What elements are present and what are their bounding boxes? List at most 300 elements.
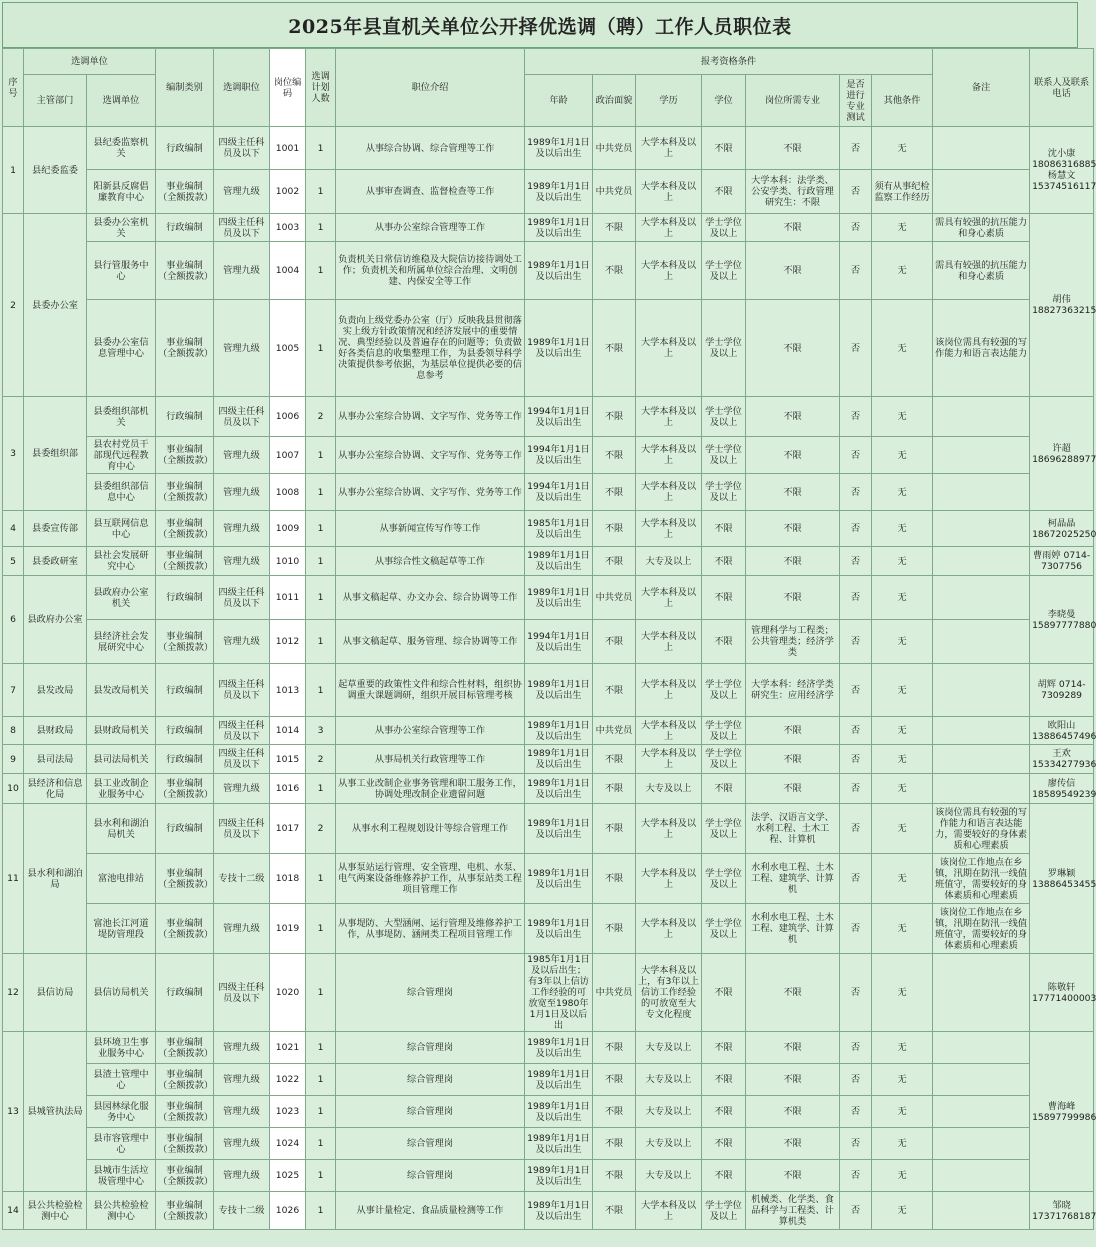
row-contact: 王欢 15334277936	[1030, 745, 1094, 774]
row-age: 1989年1月1日及以后出生	[525, 1096, 593, 1128]
row-plan: 1	[306, 547, 336, 576]
row-degree: 学士学位及以上	[702, 745, 746, 774]
row-intro: 负责机关日常信访维稳及大院信访接待调处工作；负责机关和所属单位综合治理、文明创建、内保安全等工作	[336, 242, 525, 300]
row-seq: 2	[3, 214, 24, 397]
row-politics: 不限	[593, 1032, 636, 1064]
row-unit: 县渣土管理中心	[87, 1064, 156, 1096]
row-contact: 曹雨婷 0714-7307756	[1030, 547, 1094, 576]
row-category: 行政编制	[156, 397, 214, 437]
table-row	[3, 1096, 1094, 1128]
row-remark: 需具有较强的抗压能力和身心素质	[933, 214, 1030, 242]
table-row	[3, 904, 1094, 954]
row-code: 1022	[270, 1064, 306, 1096]
row-plan: 1	[306, 1128, 336, 1160]
row-position: 管理九级	[214, 242, 270, 300]
row-unit: 县行管服务中心	[87, 242, 156, 300]
row-code: 1014	[270, 717, 306, 745]
row-remark: 该岗位需具有较强的写作能力和语言表达能力	[933, 300, 1030, 397]
row-test: 否	[840, 804, 872, 854]
row-plan: 1	[306, 1192, 336, 1230]
row-intro: 从事办公室综合管理等工作	[336, 214, 525, 242]
row-remark	[933, 1096, 1030, 1128]
row-test: 否	[840, 1032, 872, 1064]
table-row	[3, 127, 1094, 170]
row-seq: 9	[3, 745, 24, 774]
row-position: 管理九级	[214, 437, 270, 474]
row-unit: 富池长江河道堤防管理段	[87, 904, 156, 954]
row-intro: 从事办公室综合协调、文字写作、党务等工作	[336, 397, 525, 437]
row-age: 1989年1月1日及以后出生	[525, 242, 593, 300]
row-plan: 1	[306, 127, 336, 170]
row-seq: 12	[3, 954, 24, 1032]
row-age: 1989年1月1日及以后出生	[525, 1032, 593, 1064]
row-remark	[933, 774, 1030, 804]
row-education: 大学本科及以上	[636, 300, 702, 397]
row-major: 不限	[746, 474, 840, 511]
header-contact: 联系人及联系电话	[1030, 49, 1094, 127]
row-intro: 从事工业改制企业事务管理和职工服务工作，协调处理改制企业遗留问题	[336, 774, 525, 804]
position-table	[2, 48, 1094, 1230]
row-unit: 县发改局机关	[87, 664, 156, 717]
row-politics: 不限	[593, 620, 636, 664]
row-dept: 县委办公室	[24, 214, 87, 397]
row-age: 1989年1月1日及以后出生	[525, 854, 593, 904]
header-conditions-group: 报考资格条件	[525, 49, 933, 75]
row-degree: 不限	[702, 1064, 746, 1096]
row-other: 无	[872, 474, 933, 511]
row-seq: 13	[3, 1032, 24, 1192]
table-row	[3, 804, 1094, 854]
row-degree: 不限	[702, 620, 746, 664]
row-age: 1989年1月1日及以后出生	[525, 1160, 593, 1192]
row-intro: 从事办公室综合协调、文字写作、党务等工作	[336, 474, 525, 511]
row-intro: 从事文稿起草、办文办会、综合协调等工作	[336, 576, 525, 620]
row-remark	[933, 170, 1030, 214]
row-age: 1989年1月1日及以后出生	[525, 127, 593, 170]
header-major: 岗位所需专业	[746, 75, 840, 127]
row-unit: 县委组织部机关	[87, 397, 156, 437]
row-contact: 曹海峰 15897799986	[1030, 1032, 1094, 1192]
row-category: 事业编制（全额拨款）	[156, 1032, 214, 1064]
row-politics: 中共党员	[593, 170, 636, 214]
row-other: 无	[872, 717, 933, 745]
row-major: 水利水电工程、土木工程、建筑学、计算机	[746, 904, 840, 954]
row-education: 大学本科及以上	[636, 214, 702, 242]
table-row	[3, 854, 1094, 904]
row-other: 无	[872, 745, 933, 774]
row-politics: 中共党员	[593, 576, 636, 620]
row-degree: 不限	[702, 1032, 746, 1064]
row-other: 无	[872, 954, 933, 1032]
row-category: 事业编制（全额拨款）	[156, 170, 214, 214]
row-unit: 县信访局机关	[87, 954, 156, 1032]
row-unit: 县公共检验检测中心	[87, 1192, 156, 1230]
row-age: 1989年1月1日及以后出生	[525, 1064, 593, 1096]
row-major: 水利水电工程、土木工程、建筑学、计算机	[746, 854, 840, 904]
row-other: 无	[872, 214, 933, 242]
row-politics: 不限	[593, 1192, 636, 1230]
row-intro: 从事局机关行政管理等工作	[336, 745, 525, 774]
row-degree: 不限	[702, 954, 746, 1032]
row-position: 管理九级	[214, 547, 270, 576]
row-major: 管理科学与工程类；公共管理类；经济学类	[746, 620, 840, 664]
row-test: 否	[840, 620, 872, 664]
row-age: 1985年1月1日及以后出生	[525, 511, 593, 547]
row-politics: 不限	[593, 300, 636, 397]
row-seq: 14	[3, 1192, 24, 1230]
row-other: 无	[872, 576, 933, 620]
row-intro: 综合管理岗	[336, 954, 525, 1032]
row-category: 事业编制（全额拨款）	[156, 1192, 214, 1230]
row-unit: 县城市生活垃圾管理中心	[87, 1160, 156, 1192]
row-plan: 2	[306, 745, 336, 774]
row-politics: 不限	[593, 242, 636, 300]
row-dept: 县经济和信息化局	[24, 774, 87, 804]
row-plan: 1	[306, 1064, 336, 1096]
row-position: 管理九级	[214, 1128, 270, 1160]
row-major: 不限	[746, 717, 840, 745]
row-position: 四级主任科员及以下	[214, 397, 270, 437]
row-intro: 综合管理岗	[336, 1160, 525, 1192]
row-other: 无	[872, 1032, 933, 1064]
row-education: 大学本科及以上	[636, 664, 702, 717]
row-category: 行政编制	[156, 664, 214, 717]
row-test: 否	[840, 774, 872, 804]
row-education: 大学本科及以上，有3年以上信访工作经验的可放宽至大专文化程度	[636, 954, 702, 1032]
row-politics: 不限	[593, 547, 636, 576]
row-unit: 县工业改制企业服务中心	[87, 774, 156, 804]
row-degree: 不限	[702, 1128, 746, 1160]
row-politics: 不限	[593, 854, 636, 904]
row-plan: 1	[306, 774, 336, 804]
row-test: 否	[840, 547, 872, 576]
row-code: 1019	[270, 904, 306, 954]
row-code: 1015	[270, 745, 306, 774]
table-row	[3, 576, 1094, 620]
row-code: 1023	[270, 1096, 306, 1128]
table-row	[3, 170, 1094, 214]
row-position: 管理九级	[214, 474, 270, 511]
row-age: 1985年1月1日及以后出生；有3年以上信访工作经验的可放宽至1980年1月1日及以后出	[525, 954, 593, 1032]
row-age: 1989年1月1日及以后出生	[525, 1192, 593, 1230]
row-seq: 5	[3, 547, 24, 576]
row-other: 无	[872, 1128, 933, 1160]
row-age: 1989年1月1日及以后出生	[525, 745, 593, 774]
row-category: 事业编制（全额拨款）	[156, 774, 214, 804]
row-dept: 县司法局	[24, 745, 87, 774]
header-other: 其他条件	[872, 75, 933, 127]
row-remark: 该岗位工作地点在乡镇，汛期在防汛一线值班值守，需要较好的身体素质和心理素质	[933, 854, 1030, 904]
row-position: 管理九级	[214, 620, 270, 664]
row-category: 事业编制（全额拨款）	[156, 904, 214, 954]
row-dept: 县纪委监委	[24, 127, 87, 214]
row-test: 否	[840, 1128, 872, 1160]
row-category: 事业编制（全额拨款）	[156, 854, 214, 904]
row-education: 大学本科及以上	[636, 511, 702, 547]
row-intro: 综合管理岗	[336, 1128, 525, 1160]
row-other: 无	[872, 774, 933, 804]
row-education: 大学本科及以上	[636, 474, 702, 511]
row-education: 大学本科及以上	[636, 854, 702, 904]
table-row	[3, 474, 1094, 511]
row-code: 1021	[270, 1032, 306, 1064]
row-dept: 县公共检验检测中心	[24, 1192, 87, 1230]
row-intro: 综合管理岗	[336, 1096, 525, 1128]
row-intro: 从事水利工程规划设计等综合管理工作	[336, 804, 525, 854]
row-contact: 胡伟 18827363215	[1030, 214, 1094, 397]
row-plan: 1	[306, 474, 336, 511]
row-position: 管理九级	[214, 170, 270, 214]
row-position: 管理九级	[214, 511, 270, 547]
row-unit: 县财政局机关	[87, 717, 156, 745]
row-test: 否	[840, 127, 872, 170]
row-degree: 不限	[702, 511, 746, 547]
row-category: 事业编制（全额拨款）	[156, 1128, 214, 1160]
row-contact: 胡辉 0714-7309289	[1030, 664, 1094, 717]
row-position: 管理九级	[214, 1160, 270, 1192]
row-test: 否	[840, 745, 872, 774]
row-education: 大学本科及以上	[636, 904, 702, 954]
row-code: 1009	[270, 511, 306, 547]
table-row	[3, 397, 1094, 437]
row-major: 不限	[746, 242, 840, 300]
row-education: 大学本科及以上	[636, 717, 702, 745]
row-remark	[933, 547, 1030, 576]
table-row	[3, 620, 1094, 664]
row-plan: 1	[306, 854, 336, 904]
row-dept: 县委宣传部	[24, 511, 87, 547]
row-degree: 学士学位及以上	[702, 214, 746, 242]
row-unit: 富池电排站	[87, 854, 156, 904]
row-age: 1989年1月1日及以后出生	[525, 300, 593, 397]
row-age: 1994年1月1日及以后出生	[525, 620, 593, 664]
row-age: 1989年1月1日及以后出生	[525, 170, 593, 214]
table-row	[3, 745, 1094, 774]
row-position: 管理九级	[214, 300, 270, 397]
row-position: 四级主任科员及以下	[214, 954, 270, 1032]
row-code: 1001	[270, 127, 306, 170]
header-unit-group: 选调单位	[24, 49, 156, 75]
row-politics: 不限	[593, 1096, 636, 1128]
row-age: 1989年1月1日及以后出生	[525, 804, 593, 854]
row-politics: 不限	[593, 474, 636, 511]
row-intro: 从事计量检定、食品质量检测等工作	[336, 1192, 525, 1230]
row-code: 1024	[270, 1128, 306, 1160]
row-age: 1989年1月1日及以后出生	[525, 904, 593, 954]
row-degree: 学士学位及以上	[702, 474, 746, 511]
row-remark	[933, 437, 1030, 474]
page-title: 2025年县直机关单位公开择优选调（聘）工作人员职位表	[2, 2, 1078, 48]
row-test: 否	[840, 1192, 872, 1230]
row-unit: 县纪委监察机关	[87, 127, 156, 170]
row-other: 无	[872, 854, 933, 904]
row-education: 大学本科及以上	[636, 576, 702, 620]
row-degree: 学士学位及以上	[702, 437, 746, 474]
header-intro: 职位介绍	[336, 49, 525, 127]
row-test: 否	[840, 1096, 872, 1128]
row-other: 无	[872, 437, 933, 474]
row-remark	[933, 474, 1030, 511]
row-dept: 县委政研室	[24, 547, 87, 576]
row-test: 否	[840, 397, 872, 437]
row-test: 否	[840, 474, 872, 511]
row-plan: 2	[306, 397, 336, 437]
row-contact: 陈敬轩 17771400003	[1030, 954, 1094, 1032]
row-code: 1026	[270, 1192, 306, 1230]
row-unit: 县市容管理中心	[87, 1128, 156, 1160]
row-unit: 县委组织部信息中心	[87, 474, 156, 511]
row-unit: 县互联网信息中心	[87, 511, 156, 547]
row-contact: 李晓曼 15897777880	[1030, 576, 1094, 664]
row-unit: 县社会发展研究中心	[87, 547, 156, 576]
row-test: 否	[840, 717, 872, 745]
row-code: 1008	[270, 474, 306, 511]
table-row	[3, 1192, 1094, 1230]
row-code: 1004	[270, 242, 306, 300]
row-position: 专技十二级	[214, 1192, 270, 1230]
header-dept: 主管部门	[24, 75, 87, 127]
row-education: 大学本科及以上	[636, 397, 702, 437]
table-header	[3, 49, 1094, 127]
row-remark	[933, 576, 1030, 620]
table-row	[3, 1064, 1094, 1096]
row-remark: 该岗位需具有较强的写作能力和语言表达能力，需要较好的身体素质和心理素质	[933, 804, 1030, 854]
row-education: 大学本科及以上	[636, 620, 702, 664]
row-politics: 不限	[593, 664, 636, 717]
row-age: 1989年1月1日及以后出生	[525, 664, 593, 717]
row-category: 事业编制（全额拨款）	[156, 1096, 214, 1128]
row-age: 1994年1月1日及以后出生	[525, 437, 593, 474]
row-degree: 学士学位及以上	[702, 854, 746, 904]
row-other: 无	[872, 1192, 933, 1230]
row-dept: 县委组织部	[24, 397, 87, 511]
row-major: 不限	[746, 127, 840, 170]
header-remark: 备注	[933, 49, 1030, 127]
row-intro: 综合管理岗	[336, 1064, 525, 1096]
row-major: 不限	[746, 1032, 840, 1064]
row-remark: 该岗位工作地点在乡镇，汛期在防汛一线值班值守，需要较好的身体素质和心理素质	[933, 904, 1030, 954]
row-intro: 从事堤防、大型涵闸、运行管理及维修养护工作，从事堤防、涵闸类工程项目管理工作	[336, 904, 525, 954]
row-education: 大学本科及以上	[636, 242, 702, 300]
row-code: 1013	[270, 664, 306, 717]
row-unit: 县农村党员干部现代远程教育中心	[87, 437, 156, 474]
row-degree: 不限	[702, 576, 746, 620]
row-major: 不限	[746, 576, 840, 620]
row-category: 事业编制（全额拨款）	[156, 242, 214, 300]
header-code: 岗位编码	[270, 49, 306, 127]
row-degree: 不限	[702, 127, 746, 170]
row-test: 否	[840, 214, 872, 242]
table-row	[3, 954, 1094, 1032]
row-other: 无	[872, 804, 933, 854]
row-category: 行政编制	[156, 576, 214, 620]
row-test: 否	[840, 576, 872, 620]
table-row	[3, 664, 1094, 717]
row-unit: 县司法局机关	[87, 745, 156, 774]
row-degree: 学士学位及以上	[702, 242, 746, 300]
row-degree: 不限	[702, 774, 746, 804]
row-dept: 县信访局	[24, 954, 87, 1032]
row-remark	[933, 954, 1030, 1032]
row-unit: 县政府办公室机关	[87, 576, 156, 620]
row-degree: 学士学位及以上	[702, 717, 746, 745]
row-education: 大专及以上	[636, 1032, 702, 1064]
row-major: 不限	[746, 745, 840, 774]
row-intro: 从事文稿起草、服务管理、综合协调等工作	[336, 620, 525, 664]
row-category: 行政编制	[156, 127, 214, 170]
row-plan: 1	[306, 664, 336, 717]
row-remark: 需具有较强的抗压能力和身心素质	[933, 242, 1030, 300]
row-other: 无	[872, 1064, 933, 1096]
row-dept: 县发改局	[24, 664, 87, 717]
row-other: 无	[872, 397, 933, 437]
row-age: 1989年1月1日及以后出生	[525, 774, 593, 804]
row-remark	[933, 1032, 1030, 1064]
row-test: 否	[840, 437, 872, 474]
row-major: 不限	[746, 1160, 840, 1192]
row-test: 否	[840, 1064, 872, 1096]
row-remark	[933, 1192, 1030, 1230]
row-position: 四级主任科员及以下	[214, 745, 270, 774]
row-intro: 负责向上级党委办公室（厅）反映我县贯彻落实上级方针政策情况和经济发展中的重要情况、典型经验以及普遍存在的问题等；负责做好各类信息的收集整理工作，为县委领导科学决策提供参考依据，为基层单位提供必要的信息参考	[336, 300, 525, 397]
row-unit: 县园林绿化服务中心	[87, 1096, 156, 1128]
row-intro: 从事新闻宣传写作等工作	[336, 511, 525, 547]
row-plan: 1	[306, 1160, 336, 1192]
row-dept: 县水利和湖泊局	[24, 804, 87, 954]
row-contact: 罗琳颖 13886453455	[1030, 804, 1094, 954]
row-contact: 廖传信 18589549239	[1030, 774, 1094, 804]
row-code: 1016	[270, 774, 306, 804]
row-seq: 7	[3, 664, 24, 717]
row-major: 不限	[746, 437, 840, 474]
row-seq: 4	[3, 511, 24, 547]
row-position: 专技十二级	[214, 854, 270, 904]
row-unit: 县经济社会发展研究中心	[87, 620, 156, 664]
row-education: 大学本科及以上	[636, 127, 702, 170]
row-plan: 1	[306, 170, 336, 214]
table-row	[3, 300, 1094, 397]
header-position: 选调职位	[214, 49, 270, 127]
row-position: 管理九级	[214, 904, 270, 954]
row-education: 大学本科及以上	[636, 437, 702, 474]
row-plan: 1	[306, 214, 336, 242]
row-contact: 欧阳山 13886457496	[1030, 717, 1094, 745]
row-politics: 不限	[593, 511, 636, 547]
row-education: 大专及以上	[636, 774, 702, 804]
row-other: 须有从事纪检监察工作经历	[872, 170, 933, 214]
row-politics: 不限	[593, 804, 636, 854]
row-code: 1007	[270, 437, 306, 474]
row-degree: 学士学位及以上	[702, 664, 746, 717]
row-plan: 1	[306, 437, 336, 474]
row-position: 管理九级	[214, 774, 270, 804]
row-test: 否	[840, 511, 872, 547]
row-seq: 1	[3, 127, 24, 214]
row-position: 管理九级	[214, 1096, 270, 1128]
row-major: 大学本科：经济学类 研究生：应用经济学	[746, 664, 840, 717]
row-intro: 从事办公室综合协调、文字写作、党务等工作	[336, 437, 525, 474]
row-other: 无	[872, 127, 933, 170]
header-seq: 序号	[3, 49, 24, 127]
row-code: 1002	[270, 170, 306, 214]
row-major: 不限	[746, 1064, 840, 1096]
row-other: 无	[872, 242, 933, 300]
table-row	[3, 1128, 1094, 1160]
row-test: 否	[840, 300, 872, 397]
row-age: 1989年1月1日及以后出生	[525, 1128, 593, 1160]
header-education: 学历	[636, 75, 702, 127]
header-unit: 选调单位	[87, 75, 156, 127]
